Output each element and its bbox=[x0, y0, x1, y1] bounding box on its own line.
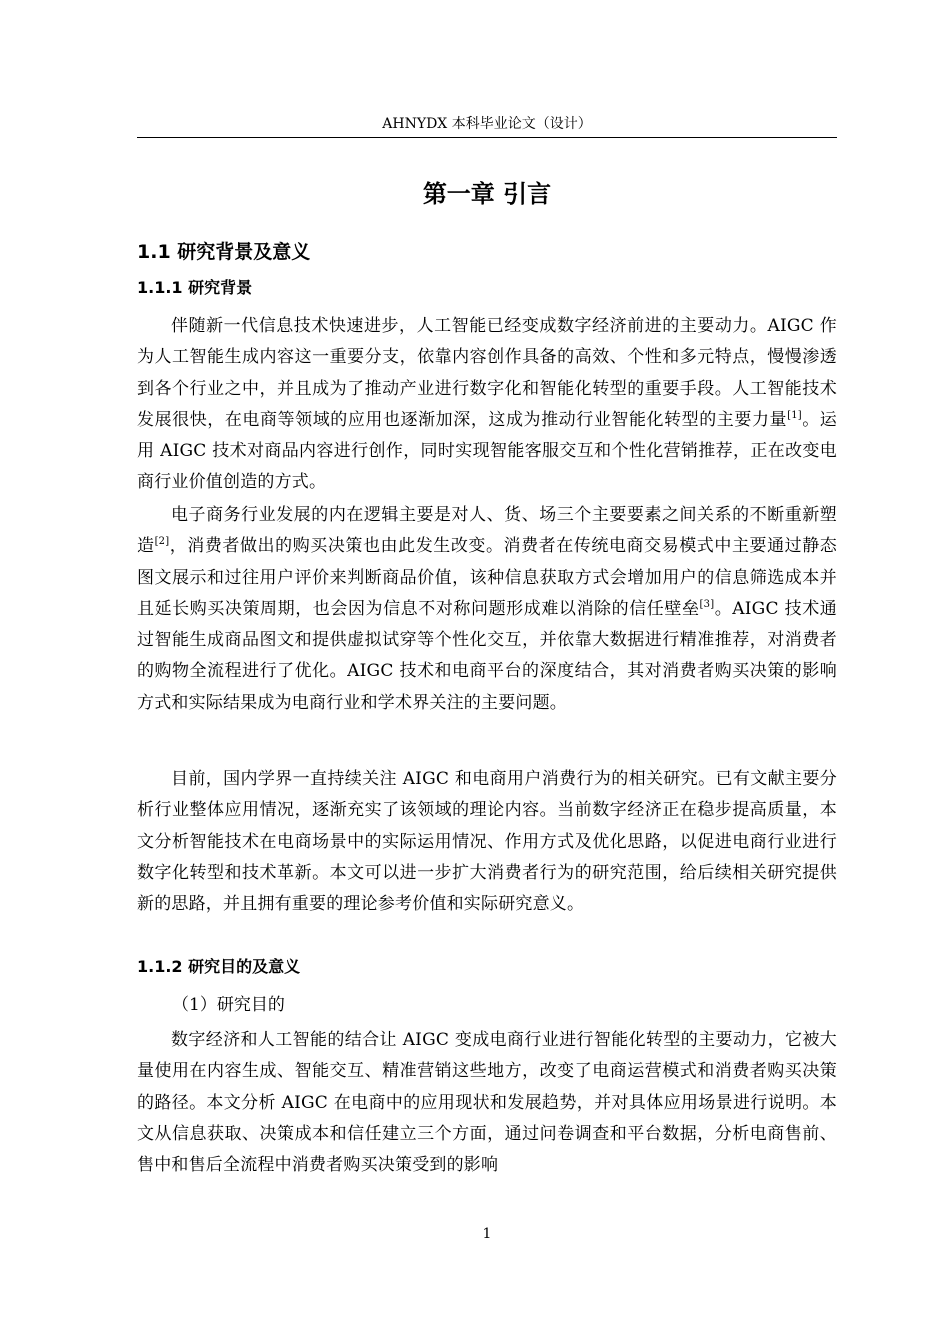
citation-ref: [1] bbox=[787, 409, 802, 421]
subsection-heading-purpose: 1.1.2 研究目的及意义 bbox=[137, 957, 301, 976]
chapter-title: 第一章 引言 bbox=[422, 180, 552, 208]
research-purpose-label: （1）研究目的 bbox=[172, 995, 285, 1015]
header-rule bbox=[137, 137, 837, 138]
citation-ref: [3] bbox=[699, 598, 715, 610]
paragraph-text: ，消费者做出的购买决策也由此发生改变。消费者在传统电商交易模式中主要通过静态图文展示和过往用户评价来判断商品价值，该种信息获取方式会增加用户的信息筛选成本并且延长购买决策周期，也会因为信息不对称问题形成难以消除的信任壁垒 bbox=[137, 536, 837, 619]
citation-ref: [2] bbox=[154, 536, 170, 548]
page-number: 1 bbox=[482, 1226, 492, 1242]
paragraph-background-1 bbox=[137, 311, 837, 499]
page-header: AHNYDX 本科毕业论文（设计） bbox=[382, 116, 592, 132]
paragraph-text: 。AIGC 技术通过智能生成商品图文和提供虚拟试穿等个性化交互，并依靠大数据进行精准推荐，对消费者的购物全流程进行了优化。AIGC 技术和电商平台的深度结合，其对消费者购买决策的影响方式和实际结果成为电商行业和学术界关注的主要问题。 bbox=[137, 598, 837, 713]
paragraph-background-3: 目前，国内学界一直持续关注 AIGC 和电商用户消费行为的相关研究。已有文献主要分析行业整体应用情况，逐渐充实了该领域的理论内容。当前数字经济正在稳步提高质量，本文分析智能技术在电商场景中的实际运用情况、作用方式及优化思路，以促进电商行业进行数字化转型和技术革新。本文可以进一步扩大消费者行为的研究范围，给后续相关研究提供新的思路，并且拥有重要的理论参考价值和实际研究意义。 bbox=[137, 769, 837, 915]
paragraph-background-2 bbox=[137, 500, 837, 719]
subsection-heading-background: 1.1.1 研究背景 bbox=[137, 278, 253, 297]
paragraph-text: 电子商务行业发展的内在逻辑主要是对人、货、场三个主要要素之间关系的不断重新塑造 bbox=[137, 505, 837, 557]
section-heading: 1.1 研究背景及意义 bbox=[137, 241, 311, 263]
paragraph-purpose-1: 数字经济和人工智能的结合让 AIGC 变成电商行业进行智能化转型的主要动力，它被大量使用在内容生成、智能交互、精准营销这些地方，改变了电商运营模式和消费者购买决策的路径。本文分析 AIGC 在电商中的应用现状和发展趋势，并对具体应用场景进行说明。本文从信息获取、决策成本和信任建立三个方面，通过问卷调查和平台数据，分析电商售前、售中和售后全流程中消费者购买决策受到的影响 bbox=[137, 1030, 837, 1176]
paragraph-text: 伴随新一代信息技术快速进步，人工智能已经变成数字经济前进的主要动力。AIGC 作为人工智能生成内容这一重要分支，依靠内容创作具备的高效、个性和多元特点，慢慢渗透到各个行业之中，并且成为了推动产业进行数字化和智能化转型的重要手段。人工智能技术发展很快，在电商等领域的应用也逐渐加深，这成为推动行业智能化转型的主要力量 bbox=[137, 316, 837, 430]
paragraph-text: 。运用 AIGC 技术对商品内容进行创作，同时实现智能客服交互和个性化营销推荐，正在改变电商行业价值创造的方式。 bbox=[137, 409, 837, 493]
